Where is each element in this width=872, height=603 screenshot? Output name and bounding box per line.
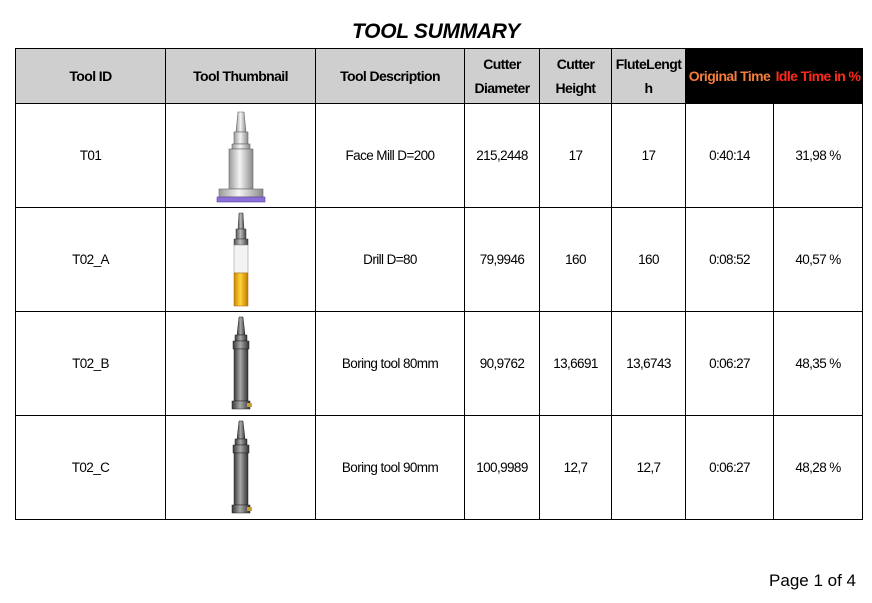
cell-flute-length: 13,6743: [612, 312, 686, 416]
cell-cutter-diameter: 79,9946: [465, 208, 540, 312]
cell-flute-length: 12,7: [612, 416, 686, 520]
table-row: [16, 416, 863, 520]
cell-tool-id: T01: [16, 104, 166, 208]
cell-thumbnail: [166, 104, 316, 208]
cell-thumbnail: [166, 208, 316, 312]
header-tool-thumbnail: Tool Thumbnail: [166, 49, 316, 104]
cell-original-time: 0:40:14: [686, 104, 774, 208]
table-header-row: [16, 49, 863, 104]
cell-tool-id: T02_C: [16, 416, 166, 520]
cell-cutter-height: 17: [540, 104, 612, 208]
drill-icon: [226, 211, 256, 309]
cell-description: Boring tool 90mm: [316, 416, 465, 520]
tool-summary-table: [15, 48, 863, 520]
cell-description: Boring tool 80mm: [316, 312, 465, 416]
table-row: [16, 104, 863, 208]
cell-original-time: 0:06:27: [686, 312, 774, 416]
cell-description: Drill D=80: [316, 208, 465, 312]
header-idle-time: Idle Time in %: [774, 49, 863, 104]
cell-cutter-height: 160: [540, 208, 612, 312]
cell-flute-length: 17: [612, 104, 686, 208]
face-mill-icon: [211, 108, 271, 204]
header-flute-length: FluteLengt h: [612, 49, 686, 104]
table-row: [16, 312, 863, 416]
page-number: Page 1 of 4: [769, 571, 856, 590]
table-row: [16, 208, 863, 312]
cell-thumbnail: [166, 312, 316, 416]
cell-idle-time: 31,98 %: [774, 104, 863, 208]
cell-cutter-height: 13,6691: [540, 312, 612, 416]
page-title: TOOL SUMMARY: [352, 20, 520, 43]
header-original-time: Original Time: [686, 49, 774, 104]
cell-flute-length: 160: [612, 208, 686, 312]
cell-thumbnail: [166, 416, 316, 520]
cell-cutter-diameter: 100,9989: [465, 416, 540, 520]
cell-tool-id: T02_B: [16, 312, 166, 416]
cell-idle-time: 48,28 %: [774, 416, 863, 520]
cell-tool-id: T02_A: [16, 208, 166, 312]
cell-cutter-diameter: 215,2448: [465, 104, 540, 208]
boring-tool-icon: [226, 315, 256, 413]
header-tool-description: Tool Description: [316, 49, 465, 104]
cell-description: Face Mill D=200: [316, 104, 465, 208]
header-cutter-diameter: Cutter Diameter: [465, 49, 540, 104]
header-cutter-height: Cutter Height: [540, 49, 612, 104]
cell-idle-time: 40,57 %: [774, 208, 863, 312]
cell-cutter-height: 12,7: [540, 416, 612, 520]
cell-idle-time: 48,35 %: [774, 312, 863, 416]
cell-cutter-diameter: 90,9762: [465, 312, 540, 416]
cell-original-time: 0:08:52: [686, 208, 774, 312]
header-tool-id: Tool ID: [16, 49, 166, 104]
boring-tool-icon: [226, 419, 256, 517]
cell-original-time: 0:06:27: [686, 416, 774, 520]
